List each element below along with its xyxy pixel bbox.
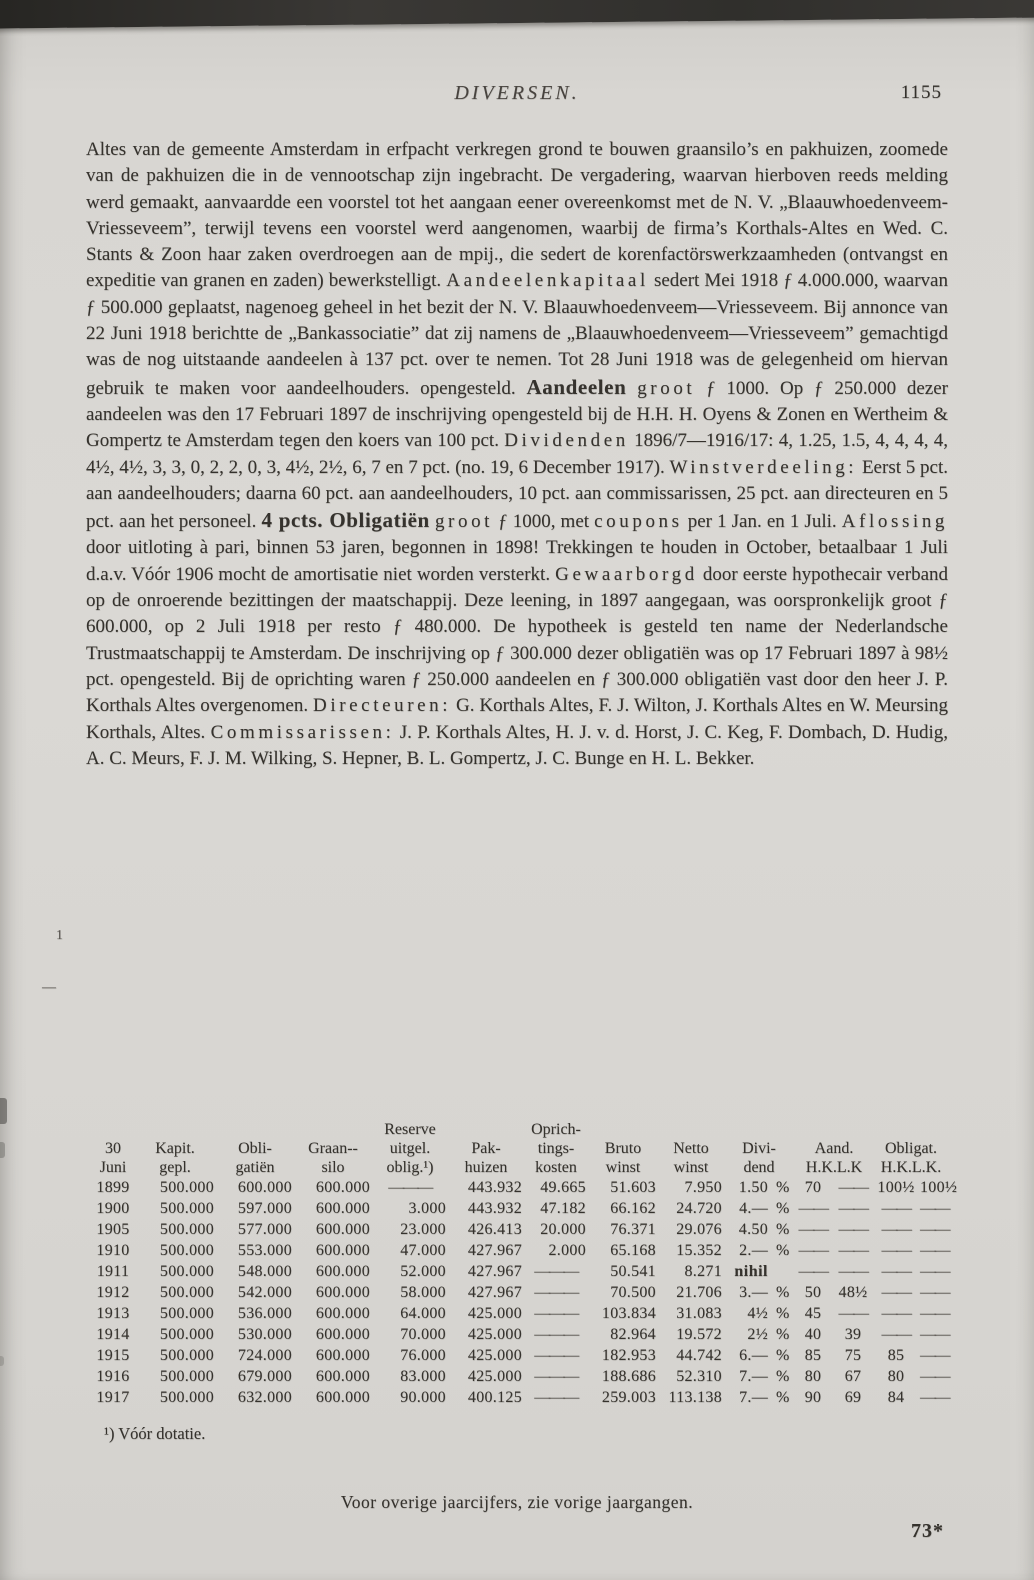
paragraph-segment: Gewaarborgd xyxy=(555,563,698,585)
table-cell: 85 xyxy=(804,1347,822,1364)
scan-edge-shadow xyxy=(0,0,1034,29)
table-cell: 600.000 xyxy=(315,1263,370,1280)
table-cell: 500.000 xyxy=(159,1179,214,1196)
table-row xyxy=(92,1303,948,1324)
table-cell: 679.000 xyxy=(237,1368,292,1385)
table-cell: 80 xyxy=(804,1368,822,1385)
table-header-cell xyxy=(294,1120,372,1139)
table-cell: 600.000 xyxy=(315,1305,370,1322)
table-row xyxy=(92,1324,948,1345)
table-cell: —— xyxy=(838,1200,868,1217)
paragraph-segment: J. P. Korthals Altes, H. J. v. d. Horst, J. C. Keg, F. Dombach, D. Hudig, A. C. Meurs, F. J. M. Wilking, S. Hepner, B. L. Gompertz, J. C. Bunge en H. L. Bekker. xyxy=(86,721,948,769)
table-cell: 64.000 xyxy=(400,1305,446,1322)
table-cell: % xyxy=(776,1179,790,1196)
table-cell: 597.000 xyxy=(237,1200,292,1217)
table-header-cell xyxy=(216,1120,294,1139)
table-cell: 21.706 xyxy=(676,1284,722,1301)
table-cell: —— xyxy=(881,1221,911,1238)
table-cell: 400.125 xyxy=(467,1389,522,1406)
table-cell: 67 xyxy=(844,1368,862,1385)
table-cell: % xyxy=(776,1389,790,1406)
table-cell: 70.500 xyxy=(610,1284,656,1301)
paragraph-segment: Commissarissen: xyxy=(210,721,395,743)
paragraph-segment: coupons xyxy=(594,511,683,533)
table-cell: 425.000 xyxy=(467,1368,522,1385)
table-header-cell: winst xyxy=(673,1159,709,1176)
table-cell: 188.686 xyxy=(601,1368,656,1385)
table-cell: ——— xyxy=(534,1263,578,1280)
table-cell: 45 xyxy=(804,1305,822,1322)
table-cell: % xyxy=(776,1284,790,1301)
table-cell: 500.000 xyxy=(159,1347,214,1364)
table-cell: 500.000 xyxy=(159,1305,214,1322)
paragraph-segment: ƒ 1000. Op ƒ 250.000 dezer aandeelen was den 17 Februari 1897 de inschrijving opengesteld bij de H.H. H. Oyens & Zonen en Wertheim & Gompertz te Amsterdam tegen den koers van 100 pct. xyxy=(86,377,948,452)
table-cell: —— xyxy=(881,1326,911,1343)
table-cell: 4.50 xyxy=(738,1221,768,1238)
table-cell: 100½ xyxy=(877,1179,915,1196)
table-cell: 39 xyxy=(844,1326,862,1343)
table-row xyxy=(92,1177,948,1198)
table-cell: —— xyxy=(920,1305,949,1322)
table-cell: 47.000 xyxy=(400,1242,446,1259)
table-cell: 600.000 xyxy=(315,1368,370,1385)
table-cell: 100½ xyxy=(920,1179,958,1196)
table-cell: 600.000 xyxy=(315,1389,370,1406)
table-cell: 6.— xyxy=(739,1347,768,1364)
table-header-cell: uitgel. xyxy=(389,1140,431,1157)
table-cell: 600.000 xyxy=(315,1284,370,1301)
table-cell: 259.003 xyxy=(601,1389,656,1406)
paragraph-segment: groot xyxy=(637,377,696,399)
table-cell: —— xyxy=(920,1221,949,1238)
table-cell: 52.000 xyxy=(400,1263,446,1280)
table-cell: —— xyxy=(798,1242,828,1259)
table-cell: 600.000 xyxy=(315,1347,370,1364)
table-cell: 70.000 xyxy=(400,1326,446,1343)
paragraph-segment: G. Korthals Altes, F. J. Wilton, J. Korthals Altes en W. Meursing Korthals, Altes. xyxy=(86,695,948,743)
table-row xyxy=(92,1366,948,1387)
table-cell: 182.953 xyxy=(601,1347,656,1364)
table-header-cell: Kapit. xyxy=(155,1140,195,1157)
table-cell: 85 xyxy=(887,1347,905,1364)
table-cell: 600.000 xyxy=(315,1242,370,1259)
table-cell: 90 xyxy=(804,1389,822,1406)
table-cell: ——— xyxy=(534,1284,578,1301)
table-cell: 15.352 xyxy=(676,1242,722,1259)
table-cell: 7.950 xyxy=(684,1179,722,1196)
table-cell: 1912 xyxy=(96,1284,130,1301)
table-cell: 3.000 xyxy=(408,1200,446,1217)
table-head-row xyxy=(92,1158,948,1177)
table-cell: 66.162 xyxy=(610,1200,656,1217)
paragraph-segment: Directeuren: xyxy=(313,695,452,717)
table-cell: 500.000 xyxy=(159,1200,214,1217)
table-header-cell: Divi- xyxy=(742,1140,776,1157)
table-header-cell: kosten xyxy=(535,1159,577,1176)
table-cell: 632.000 xyxy=(237,1389,292,1406)
paragraph-segment: 1896/7—1916/17: 4, 1.25, 1.5, 4, 4, 4, 4, 4½, 4½, 3, 3, 0, 2, 2, 0, 3, 4½, 2½, 6, 7 en 7 pct. (no. 19, 6 December 1917). xyxy=(86,430,948,478)
paragraph-segment: door uitloting à pari, binnen 53 jaren, begonnen in 1898! Trekkingen te houden in October, betaalbaar 1 Juli d.a.v. Vóór 1906 mocht de amortisatie niet worden versterkt. xyxy=(86,537,948,585)
table-cell: —— xyxy=(920,1263,949,1280)
body-paragraph xyxy=(86,137,948,772)
table-cell: 76.371 xyxy=(610,1221,656,1238)
table-cell: ——— xyxy=(534,1347,578,1364)
table-cell: ——— xyxy=(534,1368,578,1385)
table-cell: 2.000 xyxy=(548,1242,586,1259)
page-number: 1155 xyxy=(900,82,942,103)
table-cell: % xyxy=(776,1242,790,1259)
table-cell: 1.50 xyxy=(738,1179,768,1196)
edge-smudge xyxy=(0,1142,5,1158)
table-head xyxy=(92,1120,948,1177)
table-cell: 3.— xyxy=(739,1284,768,1301)
table-cell: —— xyxy=(881,1305,911,1322)
paragraph-segment: per 1 Jan. en 1 Juli. xyxy=(682,511,842,533)
margin-mark-dash: — xyxy=(42,980,56,995)
table-cell: 113.138 xyxy=(668,1389,722,1406)
table-cell: 20.000 xyxy=(540,1221,586,1238)
table-cell: 70 xyxy=(804,1179,822,1196)
table-header-cell: Aand. xyxy=(814,1140,854,1157)
table-cell: 76.000 xyxy=(400,1347,446,1364)
table-header-cell: silo xyxy=(321,1159,345,1176)
table-header-cell xyxy=(134,1120,216,1139)
table-cell: 103.834 xyxy=(601,1305,656,1322)
table-cell: —— xyxy=(920,1284,949,1301)
table-header-cell: Netto xyxy=(673,1140,709,1157)
table-cell: ——— xyxy=(534,1326,578,1343)
table-cell: % xyxy=(776,1305,790,1322)
table-cell: 51.603 xyxy=(610,1179,656,1196)
table-cell: 82.964 xyxy=(610,1326,656,1343)
table-header-cell: Bruto xyxy=(604,1140,642,1157)
table-cell: 24.720 xyxy=(676,1200,722,1217)
table-cell: 7.— xyxy=(739,1389,768,1406)
table-cell: 4.— xyxy=(739,1200,768,1217)
table-header-cell: Pak- xyxy=(471,1140,501,1157)
paragraph-segment: Winstverdeeling: xyxy=(669,456,858,478)
table-row xyxy=(92,1198,948,1219)
table-cell: —— xyxy=(838,1221,868,1238)
table-cell: 1900 xyxy=(96,1200,130,1217)
table-cell: 500.000 xyxy=(159,1242,214,1259)
table-cell: 548.000 xyxy=(237,1263,292,1280)
table-cell: 1914 xyxy=(96,1326,130,1343)
table-head-row xyxy=(92,1139,948,1158)
table-cell: nihil xyxy=(734,1263,768,1280)
table-cell: —— xyxy=(920,1389,949,1406)
table-cell: 8.271 xyxy=(684,1263,722,1280)
table-cell: % xyxy=(776,1200,790,1217)
table-cell: % xyxy=(776,1326,790,1343)
edge-smudge xyxy=(0,1098,7,1124)
table-cell: —— xyxy=(838,1263,868,1280)
table-cell: 443.932 xyxy=(467,1200,522,1217)
table-cell: ——— xyxy=(534,1389,578,1406)
table-cell: 48½ xyxy=(838,1284,868,1301)
table-header-cell: gepl. xyxy=(159,1159,191,1176)
table-cell: —— xyxy=(881,1200,911,1217)
table-cell: 600.000 xyxy=(237,1179,292,1196)
table-footnote: ¹) Vóór dotatie. xyxy=(104,1424,206,1443)
table-cell: 80 xyxy=(887,1368,905,1385)
table-cell: 44.742 xyxy=(676,1347,722,1364)
margin-mark-one: 1 xyxy=(56,928,63,943)
paragraph-segment: groot xyxy=(434,511,494,533)
table-row xyxy=(92,1219,948,1240)
table-cell: 29.076 xyxy=(676,1221,722,1238)
paragraph-segment xyxy=(626,378,637,399)
paragraph-segment: Eerst 5 pct. aan aandeelhouders; daarna 60 pct. aan aandeelhouders, 10 pct. aan commissarissen, 25 pct. aan directeuren en 5 pct. aan het personeel. xyxy=(86,456,948,533)
table-cell: 58.000 xyxy=(400,1284,446,1301)
table-cell: 4½ xyxy=(747,1305,768,1322)
table-cell: 84 xyxy=(887,1389,905,1406)
table-header-cell: 30 xyxy=(105,1140,121,1157)
table-cell: 69 xyxy=(844,1389,862,1406)
table-cell: —— xyxy=(881,1242,911,1259)
table-cell: 425.000 xyxy=(467,1305,522,1322)
table-cell: 542.000 xyxy=(237,1284,292,1301)
table-header-cell: Juni xyxy=(99,1159,127,1176)
table-cell: 577.000 xyxy=(237,1221,292,1238)
table-header-cell xyxy=(588,1120,948,1139)
paragraph-segment: Aflossing xyxy=(841,511,949,533)
table-cell: 600.000 xyxy=(315,1221,370,1238)
paragraph-segment: sedert Mei 1918 ƒ 4.000.000, waarvan ƒ 500.000 geplaatst, nagenoeg geheel in het bezit der N. V. Blaauwhoedenveem—Vriesseveem. Bij annonce van 22 Juni 1918 berichtte de „Bankassociatie” dat zij namens de „Blaauwhoedenveem—Vriesseveem” gemachtigd was de nog uitstaande aandeelen à 137 pct. over te nemen. Tot 28 Juni 1918 was de gelegenheid om hiervan gebruik te maken voor aandeelhouders. opengesteld. xyxy=(86,270,948,399)
table-cell: 427.967 xyxy=(467,1263,522,1280)
table-cell: 500.000 xyxy=(159,1326,214,1343)
table-header-cell xyxy=(448,1120,524,1139)
table-cell: —— xyxy=(798,1221,828,1238)
table-cell: —— xyxy=(920,1242,949,1259)
table-header-cell: Graan-- xyxy=(308,1140,358,1157)
table-cell: 1905 xyxy=(96,1221,130,1238)
footer-note: Voor overige jaarcijfers, zie vorige jaargangen. xyxy=(340,1492,694,1512)
paragraph-segment: Dividenden xyxy=(504,430,629,452)
paragraph-segment: Aandeelen xyxy=(526,374,627,399)
table-cell: 83.000 xyxy=(400,1368,446,1385)
running-head-title: DIVERSEN. xyxy=(454,82,580,104)
table-cell: 2.— xyxy=(739,1242,768,1259)
table-cell: —— xyxy=(920,1368,949,1385)
table-header-cell xyxy=(92,1120,134,1139)
table-cell: 427.967 xyxy=(467,1242,522,1259)
paragraph-segment: Aandeelenkapitaal xyxy=(446,270,649,292)
table-row xyxy=(92,1282,948,1303)
table-row xyxy=(92,1345,948,1366)
edge-smudge xyxy=(0,1356,4,1366)
table-header-cell: Obligat. xyxy=(885,1140,937,1157)
table-row xyxy=(92,1240,948,1261)
table-header-cell: H.K.L.K. xyxy=(880,1159,942,1176)
table-header-cell: huizen xyxy=(464,1159,508,1176)
table-cell: 425.000 xyxy=(467,1326,522,1343)
table-cell: 500.000 xyxy=(159,1389,214,1406)
table-cell: 427.967 xyxy=(467,1284,522,1301)
table-cell: 600.000 xyxy=(315,1200,370,1217)
table-header-cell: Reserve xyxy=(384,1121,436,1138)
table-cell: 1917 xyxy=(96,1389,130,1406)
table-cell: ——— xyxy=(534,1305,578,1322)
financial-table xyxy=(92,1120,958,1408)
table-cell: 50.541 xyxy=(610,1263,656,1280)
table-cell: 75 xyxy=(844,1347,862,1364)
table-cell: 52.310 xyxy=(676,1368,722,1385)
table-cell: 49.665 xyxy=(540,1179,586,1196)
table-cell: % xyxy=(776,1368,790,1385)
table-cell xyxy=(770,1261,794,1282)
table-cell: 500.000 xyxy=(159,1368,214,1385)
table-cell: —— xyxy=(798,1200,828,1217)
table-cell: —— xyxy=(920,1326,949,1343)
table-cell: —— xyxy=(920,1347,949,1364)
table-cell: 90.000 xyxy=(400,1389,446,1406)
table-cell: —— xyxy=(838,1242,868,1259)
table-cell: 536.000 xyxy=(237,1305,292,1322)
table-cell: 724.000 xyxy=(237,1347,292,1364)
paragraph-segment: ƒ 1000, met xyxy=(493,511,595,533)
table-cell: —— xyxy=(920,1200,949,1217)
table-cell: ——— xyxy=(388,1179,432,1196)
table-cell: —— xyxy=(838,1305,868,1322)
paragraph-segment: 4 pcts. Obligatiën xyxy=(261,508,430,533)
table-body xyxy=(92,1177,958,1408)
table-cell: 500.000 xyxy=(159,1221,214,1238)
table-cell: 530.000 xyxy=(237,1326,292,1343)
table-cell: 426.413 xyxy=(467,1221,522,1238)
page-signature: 73* xyxy=(911,1520,944,1542)
table-cell: —— xyxy=(881,1284,911,1301)
table-cell: 31.083 xyxy=(676,1305,722,1322)
table-cell: 1911 xyxy=(96,1263,130,1280)
table-cell: 500.000 xyxy=(159,1284,214,1301)
table-header-cell: H.K.L.K xyxy=(805,1159,863,1176)
table-cell: 500.000 xyxy=(159,1263,214,1280)
table-cell: 1910 xyxy=(96,1242,130,1259)
paragraph-segment: door eerste hypothecair verband op de onroerende bezittingen der maatschappij. Deze leening, in 1897 aangegaan, was oorspronkelijk groot ƒ 600.000, op 2 Juli 1918 per resto ƒ 480.000. De hypotheek is gesteld ten name der Nederlandsche Trustmaatschappij te Amsterdam. De inschrijving op ƒ 300.000 dezer obligatiën was op 17 Februari 1897 à 98½ pct. opengesteld. Bij de oprichting waren ƒ 250.000 aandeelen en ƒ 300.000 obligatiën vast door den heer J. P. Korthals Altes overgenomen. xyxy=(86,563,948,717)
table-cell: 1913 xyxy=(96,1305,130,1322)
table-cell: 553.000 xyxy=(237,1242,292,1259)
table-header-cell: oblig.¹) xyxy=(386,1159,434,1176)
table-cell: % xyxy=(776,1347,790,1364)
table-cell: 600.000 xyxy=(315,1179,370,1196)
table-head-row xyxy=(92,1120,948,1139)
table-cell: % xyxy=(776,1221,790,1238)
table-row xyxy=(92,1387,948,1408)
paragraph-segment: Altes van de gemeente Amsterdam in erfpacht verkregen grond te bouwen graansilo’s en pakhuizen, zoomede van de pakhuizen die in de vennootschap zijn ingebracht. De vergadering, waarvan hierboven reeds melding werd gemaakt, aanvaardde een voorstel tot het aangaan eener overeenkomst met de N. V. „Blaauwhoedenveem-Vriesseveem”, terwijl tevens een voorstel werd aangenomen, waarbij de firma’s Korthals-Altes en Wed. C. Stants & Zoon haar zaken overdroegen aan de mpij., die sedert de korenfactörswerkzaamheden (ontvangst en expeditie van granen en zaden) bewerkstelligt. xyxy=(86,139,948,292)
table-cell: 23.000 xyxy=(400,1221,446,1238)
table-header-cell: dend xyxy=(743,1159,775,1176)
table-cell: 7.— xyxy=(739,1368,768,1385)
table-row xyxy=(92,1261,948,1282)
table-cell: 47.182 xyxy=(540,1200,586,1217)
table-header-cell: tings- xyxy=(537,1140,575,1157)
table-cell: 1899 xyxy=(96,1179,130,1196)
table-cell: —— xyxy=(881,1263,911,1280)
table-cell: 1916 xyxy=(96,1368,130,1385)
table-cell: 65.168 xyxy=(610,1242,656,1259)
table-header-cell: gatiën xyxy=(235,1159,275,1176)
table-cell: 1915 xyxy=(96,1347,130,1364)
table-header-cell: Obli- xyxy=(238,1140,272,1157)
table-header-cell: winst xyxy=(605,1159,641,1176)
table-cell: 600.000 xyxy=(315,1326,370,1343)
table-header-cell: Oprich- xyxy=(531,1121,581,1138)
table-cell: 2½ xyxy=(747,1326,768,1343)
table-cell: 50 xyxy=(804,1284,822,1301)
table-cell: —— xyxy=(798,1263,828,1280)
table-cell: —— xyxy=(838,1179,868,1196)
table-cell: 40 xyxy=(804,1326,822,1343)
table-cell: 425.000 xyxy=(467,1347,522,1364)
table-cell: 443.932 xyxy=(467,1179,522,1196)
table-cell: 19.572 xyxy=(676,1326,722,1343)
